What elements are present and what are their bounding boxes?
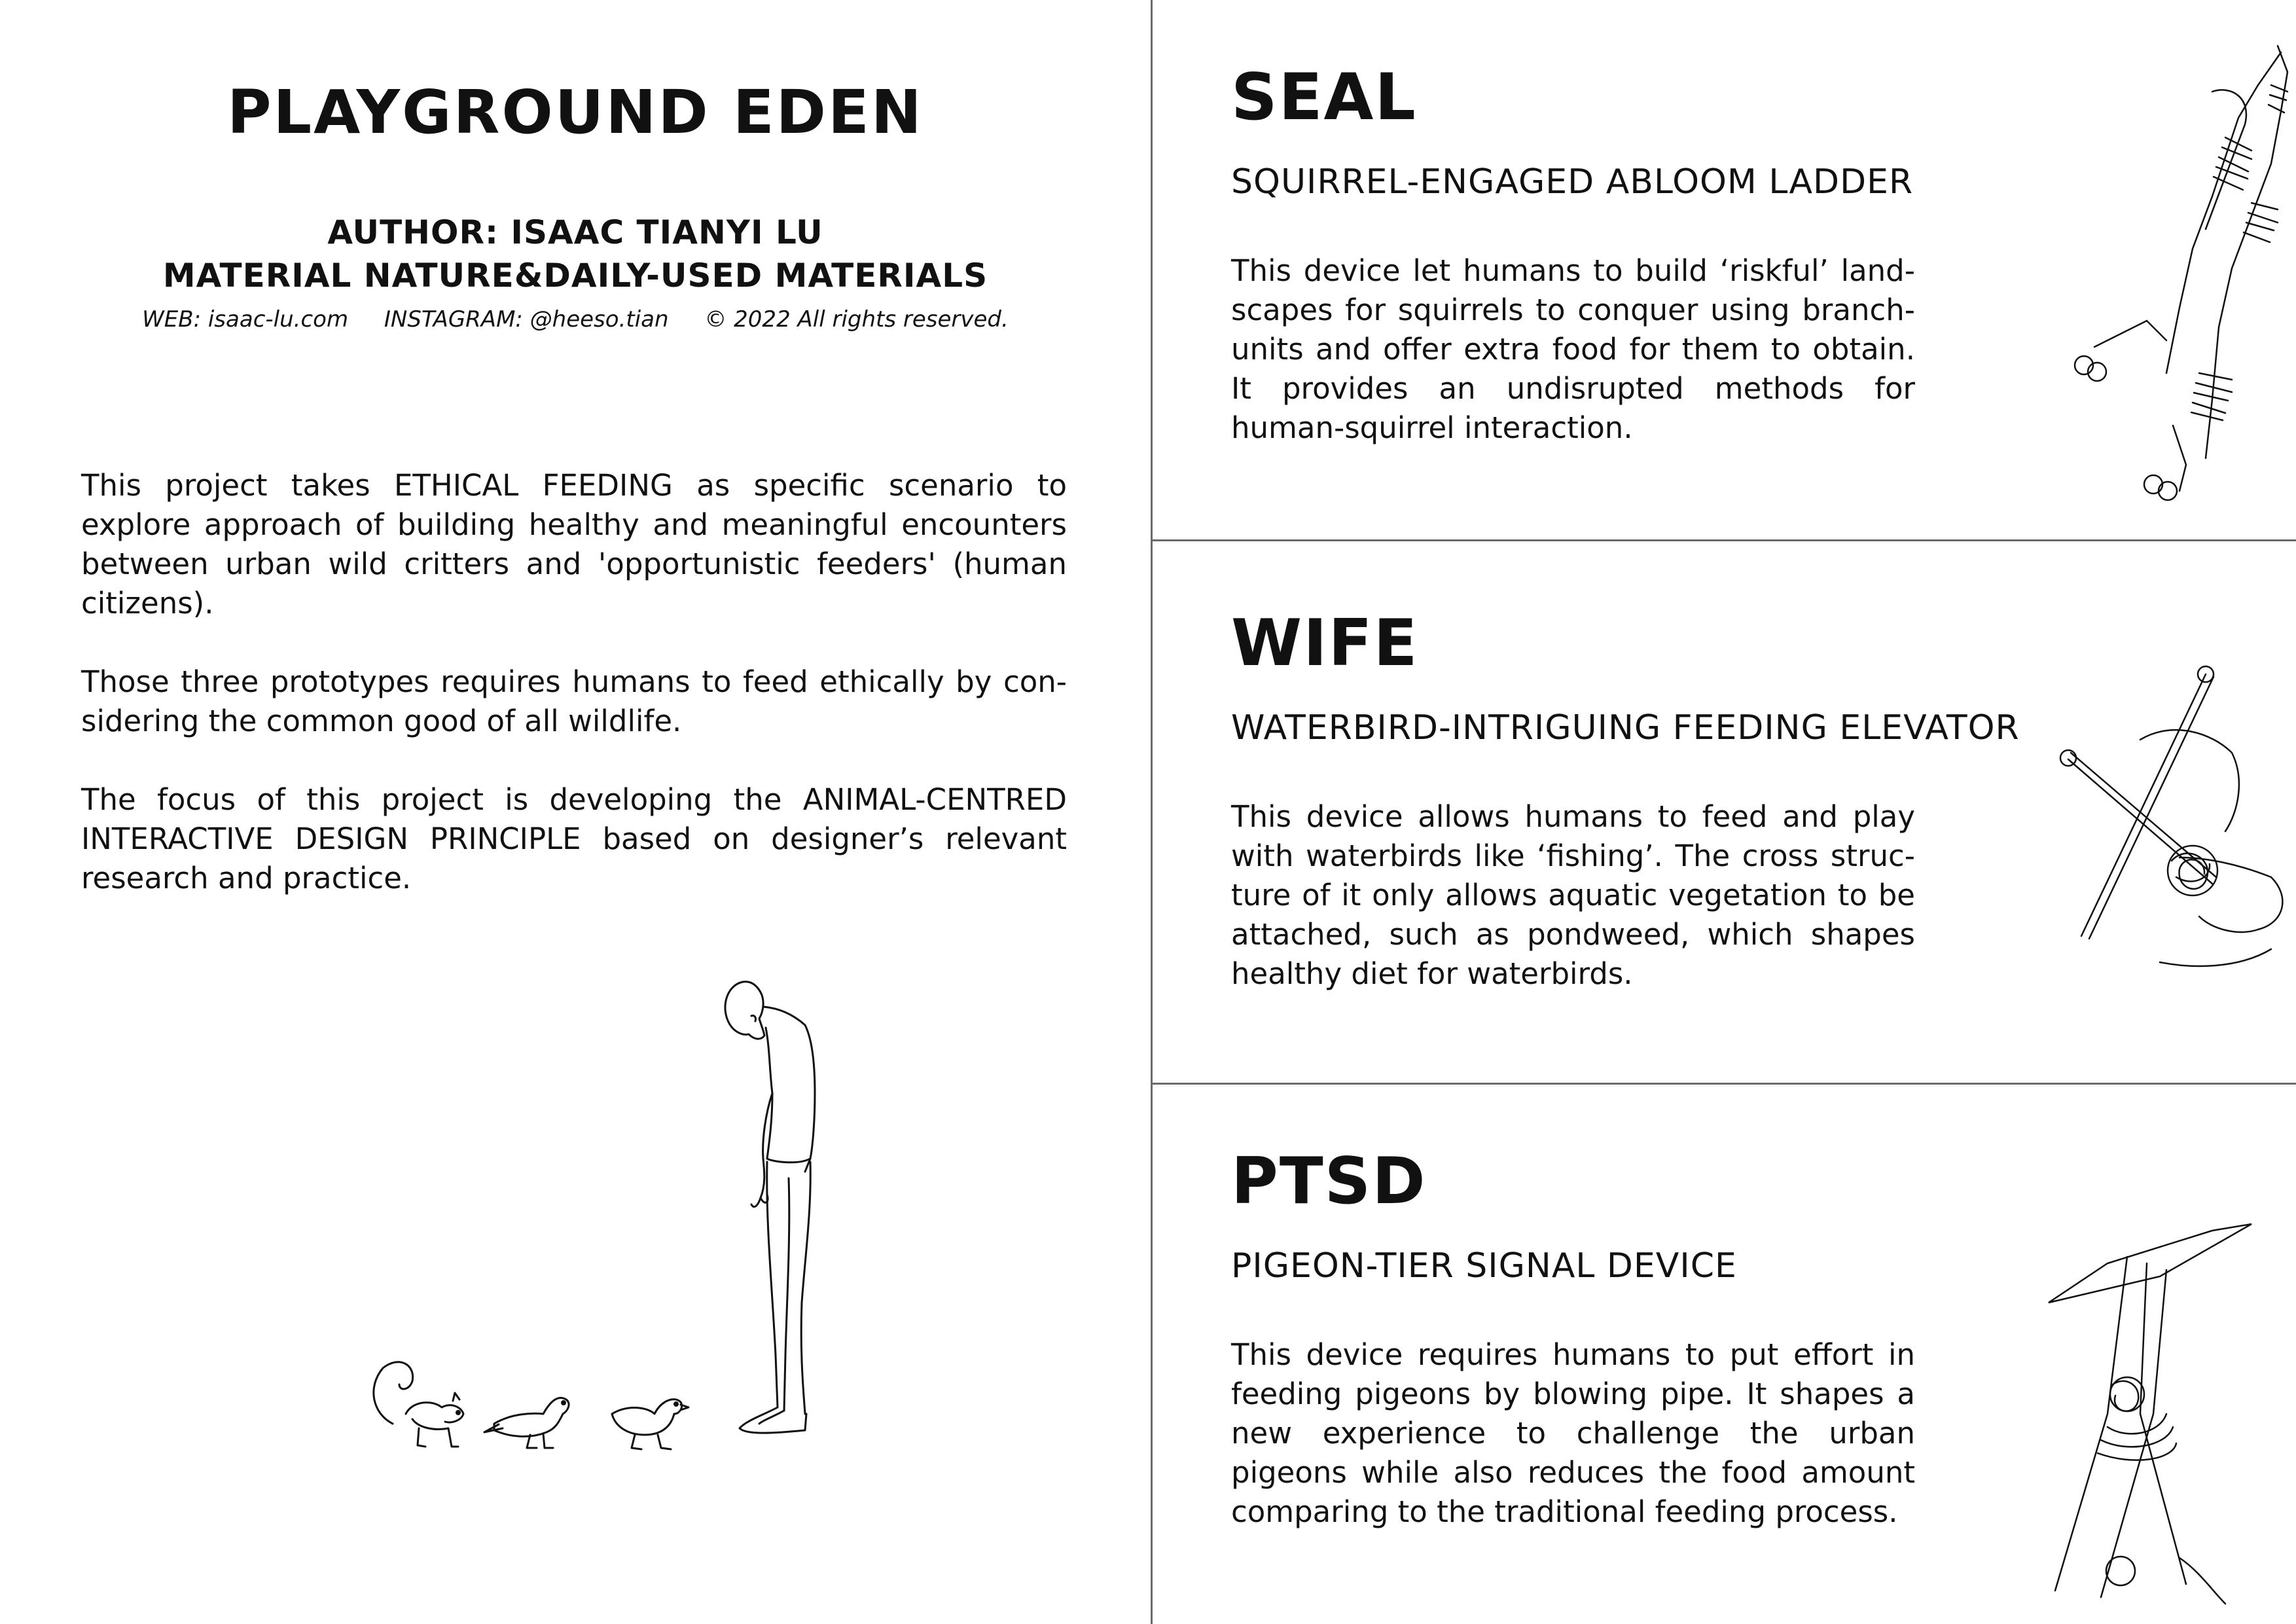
section-divider	[1153, 1083, 2296, 1085]
section-description: This device let humans to build ‘riskful’ landscapes for squirrels to conquer using branch-units and offer extra food for them to obtain. It provides an undisrupted methods for human-squirrel interaction.	[1231, 253, 1915, 445]
section-subtitle: PIGEON-TIER SIGNAL DEVICE	[1231, 1246, 1737, 1286]
intro-paragraph: This project takes ETHICAL FEEDING as specific scenario to explore approach of building healthy and meaningful encounters between urban wild critters and 'opportunistic feeders' (human citizens).	[81, 468, 1067, 621]
materials-line: MATERIAL NATURE&DAILY-USED MATERIALS	[162, 257, 988, 295]
intro-paragraph: Those three prototypes requires humans to feed ethically by considering the common good of all wildlife.	[81, 664, 1067, 738]
section-subtitle: WATERBIRD-INTRIGUING FEEDING ELEVATOR	[1231, 708, 2020, 748]
copyright-notice: © 2022 All rights reserved.	[704, 306, 1009, 333]
section-description: This device allows humans to feed and play with waterbirds like ‘fishing’. The cross structure of it only allows aquatic vegetation to be attached, such as pondweed, which shapes healthy diet for waterbirds.	[1231, 799, 1915, 991]
man-and-animals-illustration	[353, 962, 877, 1460]
bird-icon	[612, 1399, 689, 1449]
intro-paragraph: The focus of this project is developing the ANIMAL-CENTRED INTERACTIVE DESIGN PRINCIPLE based on designer’s relevant research and practice.	[81, 782, 1067, 895]
contact-line	[0, 306, 1151, 333]
credits-block	[0, 211, 1151, 333]
section-title: PTSD	[1231, 1144, 1427, 1219]
pigeon-icon	[484, 1398, 569, 1448]
poster-title: PLAYGROUND EDEN	[227, 77, 924, 147]
section-divider	[1153, 539, 2296, 541]
vertical-divider	[1151, 0, 1153, 1624]
section-title: SEAL	[1231, 60, 1417, 135]
man-figure-icon	[725, 982, 815, 1433]
author-line: AUTHOR: ISAAC TIANYI LU	[327, 213, 823, 251]
instagram-handle[interactable]: INSTAGRAM: @heeso.tian	[384, 306, 669, 333]
seal-ladder-drawing	[2055, 33, 2296, 517]
section-description: This device requires humans to put effort in feeding pigeons by blowing pipe. It shapes a new experience to challenge the urban pigeons while also reduces the food amount comparing to the traditional feeding process.	[1231, 1337, 1915, 1529]
section-title: WIFE	[1231, 606, 1419, 681]
intro-text	[81, 466, 1067, 937]
wife-elevator-drawing	[2042, 661, 2296, 1015]
section-subtitle: SQUIRREL-ENGAGED ABLOOM LADDER	[1231, 162, 1914, 202]
web-link[interactable]: WEB: isaac-lu.com	[142, 306, 349, 333]
squirrel-icon	[374, 1362, 463, 1447]
ptsd-signal-device-drawing	[2029, 1218, 2296, 1610]
